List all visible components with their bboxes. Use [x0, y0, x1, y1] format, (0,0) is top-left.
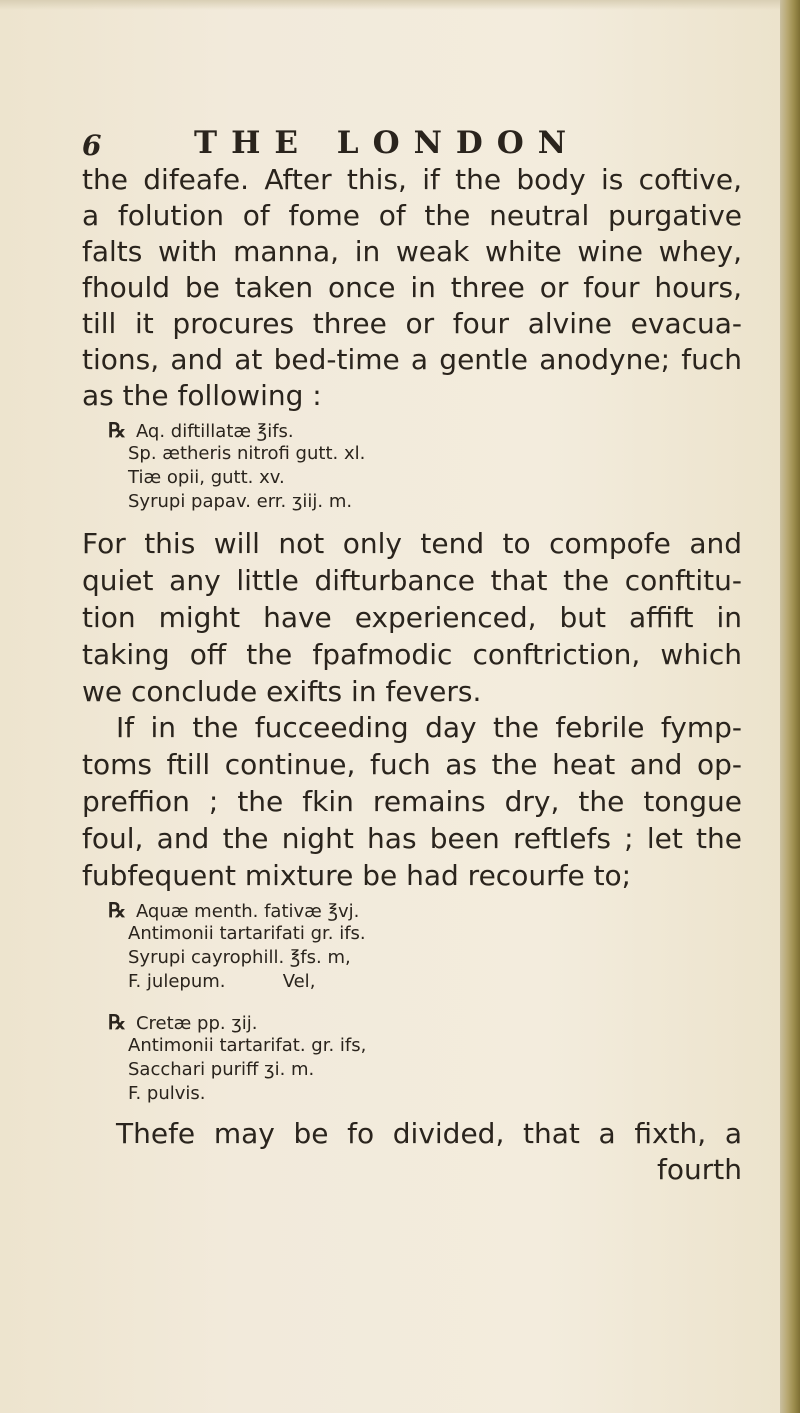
text-line: taking off the fpafmodic conftriction, which: [82, 638, 742, 671]
text-line: a folution of fome of the neutral purgative: [82, 199, 742, 232]
rx-symbol: ℞: [108, 418, 126, 442]
text-line: toms ftill continue, fuch as the heat and op-: [82, 748, 742, 781]
text-line: tion might have experienced, but affift in: [82, 601, 742, 634]
page-header: [82, 125, 742, 165]
recipe-text: Cretæ pp. ʒij.: [135, 1013, 258, 1034]
recipe-line: F. julepum. Vel,: [128, 971, 316, 992]
recipe-line: F. pulvis.: [128, 1083, 206, 1104]
recipe-line: [108, 1010, 257, 1036]
recipe-line: Syrupi papav. err. ʒiij. m.: [128, 491, 353, 512]
recipe-text: Aquæ menth. fativæ ℥vj.: [135, 901, 360, 922]
text-line: we conclude exifts in fevers.: [82, 675, 482, 708]
recipe-line: [108, 418, 294, 444]
recipe-text: Aq. diftillatæ ℥ifs.: [135, 421, 294, 442]
text-line: [116, 710, 742, 746]
text-line: as the following :: [82, 379, 322, 412]
page-number: 6: [82, 129, 102, 162]
text-line: fhould be taken once in three or four hours,: [82, 271, 742, 304]
recipe-line: Antimonii tartarifat. gr. ifs,: [128, 1035, 367, 1056]
recipe-line: Antimonii tartarifati gr. ifs.: [128, 923, 366, 944]
text-line: For this will not only tend to compofe and: [82, 527, 742, 560]
recipe-line: Syrupi cayrophill. ℥fs. m,: [128, 947, 351, 968]
catchword: fourth: [657, 1153, 742, 1186]
text-line: till it procures three or four alvine evacua-: [82, 307, 742, 340]
book-spine-edge: [780, 0, 800, 1413]
recipe-line: [108, 898, 359, 924]
text-line: Thefe may be fo divided, that a fixth, a: [116, 1117, 742, 1150]
recipe-line: Tiæ opii, gutt. xv.: [128, 467, 285, 488]
text-line: foul, and the night has been reftlefs ; let the: [82, 822, 742, 855]
recipe-line: Sacchari puriff ʒi. m.: [128, 1059, 315, 1080]
recipe-line: Sp. ætheris nitrofi gutt. xl.: [128, 443, 366, 464]
page-top-edge: [0, 0, 780, 10]
text-line-content: If in the fucceeding day the febrile fymp-: [116, 711, 742, 744]
text-line: falts with manna, in weak white wine whey,: [82, 235, 742, 268]
text-line: quiet any little difturbance that the conftitu-: [82, 564, 742, 597]
text-line: preffion ; the fkin remains dry, the tongue: [82, 785, 742, 818]
text-line: tions, and at bed-time a gentle anodyne; fuch: [82, 343, 742, 376]
text-line: the difeafe. After this, if the body is coftive,: [82, 163, 742, 196]
running-head: THE LONDON: [194, 125, 581, 161]
rx-symbol: ℞: [108, 1010, 126, 1034]
rx-symbol: ℞: [108, 898, 126, 922]
text-line: fubfequent mixture be had recourfe to;: [82, 859, 632, 892]
